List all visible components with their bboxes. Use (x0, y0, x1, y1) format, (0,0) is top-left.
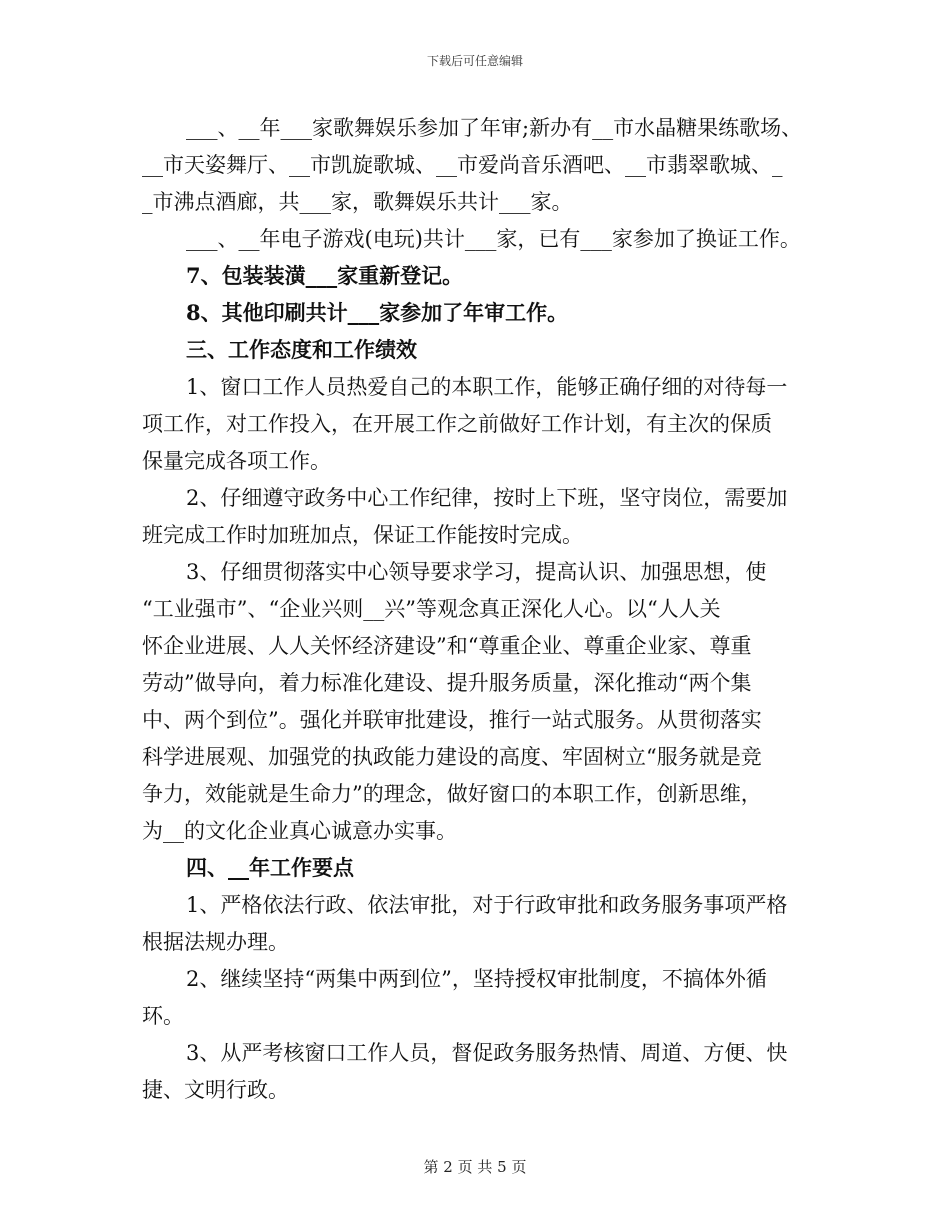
paragraph-line: 怀企业进展、人人关怀经济建设”和“尊重企业、尊重企业家、尊重 (142, 634, 752, 658)
list-item-8: 8、其他印刷共计___家参加了年审工作。 (186, 300, 569, 325)
paragraph-line: ___、__年电子游戏(电玩)共计___家，已有___家参加了换证工作。 (186, 227, 801, 251)
paragraph-line: 项工作，对工作投入，在开展工作之前做好工作计划，有主次的保质 (142, 412, 772, 436)
page-footer: 第 2 页 共 5 页 (423, 1158, 527, 1176)
paragraph-line: “工业强市”、“企业兴则__兴”等观念真正深化人心。以“人人关 (142, 597, 721, 621)
paragraph-line: 科学进展观、加强党的执政能力建设的高度、牢固树立“服务就是竞 (142, 745, 762, 769)
paragraph-line: 根据法规办理。 (142, 930, 289, 954)
paragraph-line: ___、__年___家歌舞娱乐参加了年审;新办有__市水晶糖果练歌场、 (186, 116, 803, 140)
paragraph-line: 争力，效能就是生命力”的理念，做好窗口的本职工作，创新思维， (142, 782, 762, 806)
paragraph-line: _市沸点酒廊，共___家，歌舞娱乐共计___家。 (142, 190, 573, 214)
section-heading-4: 四、__年工作要点 (186, 855, 354, 880)
paragraph-line: 1、窗口工作人员热爱自己的本职工作，能够正确仔细的对待每一 (186, 375, 788, 399)
paragraph-line: 3、仔细贯彻落实中心领导要求学习，提高认识、加强思想，使 (186, 560, 767, 584)
list-item-7: 7、包装装潢___家重新登记。 (186, 263, 464, 288)
paragraph-line: 劳动”做导向，着力标准化建设、提升服务质量，深化推动“两个集 (142, 671, 752, 695)
paragraph-line: 中、两个到位”。强化并联审批建设，推行一站式服务。从贯彻落实 (142, 708, 762, 732)
paragraph-line: __市天姿舞厅、__市凯旋歌城、__市爱尚音乐酒吧、__市翡翠歌城、_ (142, 153, 783, 177)
paragraph-line: 3、从严考核窗口工作人员，督促政务服务热情、周道、方便、快 (186, 1041, 788, 1065)
paragraph-line: 1、严格依法行政、依法审批，对于行政审批和政务服务事项严格 (186, 893, 788, 917)
paragraph-line: 捷、文明行政。 (142, 1078, 289, 1102)
paragraph-line: 2、仔细遵守政务中心工作纪律，按时上下班，坚守岗位，需要加 (186, 486, 788, 510)
paragraph-line: 环。 (142, 1004, 184, 1028)
paragraph-line: 2、继续坚持“两集中两到位”，坚持授权审批制度，不搞体外循 (186, 967, 767, 991)
paragraph-line: 保量完成各项工作。 (142, 449, 331, 473)
paragraph-line: 班完成工作时加班加点，保证工作能按时完成。 (142, 523, 583, 547)
paragraph-line: 为__的文化企业真心诚意办实事。 (142, 819, 457, 843)
section-heading-3: 三、工作态度和工作绩效 (186, 337, 417, 362)
page-header: 下载后可任意编辑 (426, 54, 523, 68)
